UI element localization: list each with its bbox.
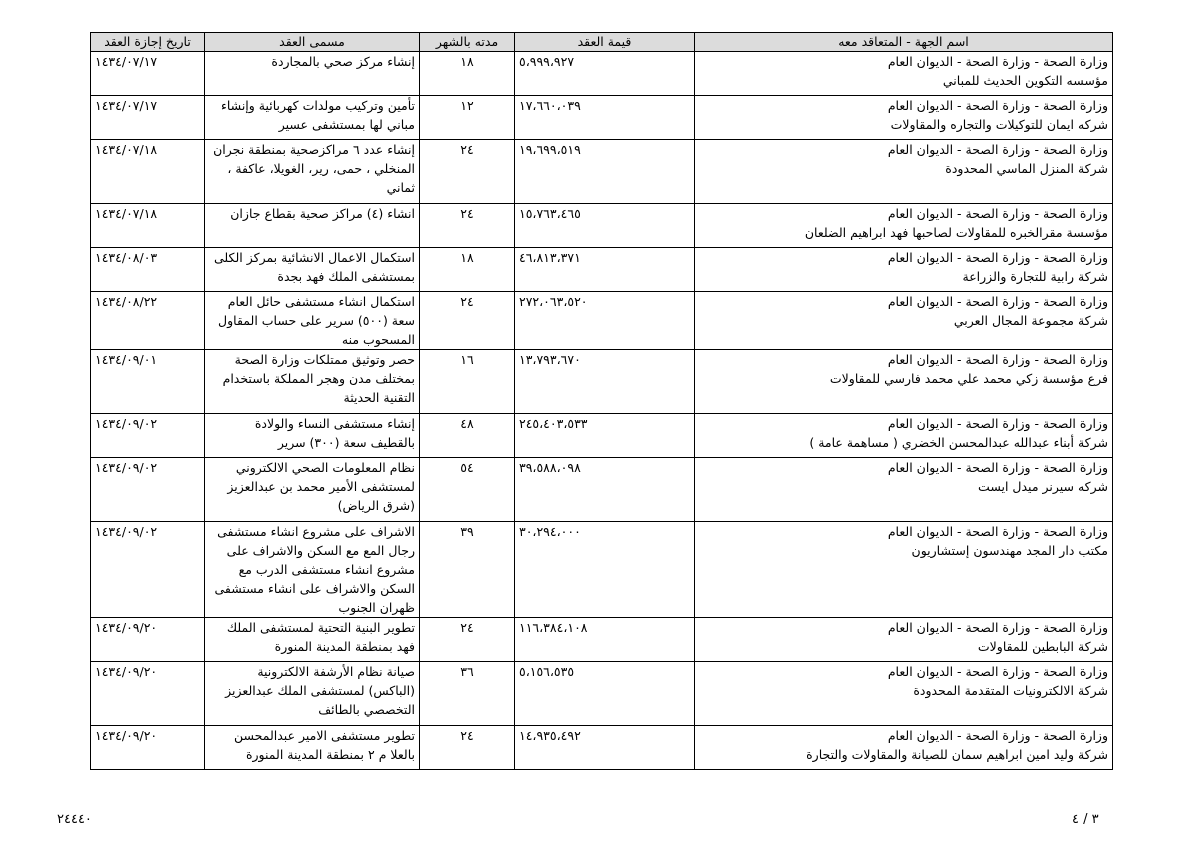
cell-entity: [695, 726, 1113, 770]
header-name: مسمى العقد: [205, 33, 420, 52]
contractor-name: شركه ايمان للتوكيلات والتجاره والمقاولات: [890, 117, 1108, 132]
approval-date: ١٤٣٤/٠٩/٠١: [91, 350, 205, 414]
table-row: [91, 140, 1113, 204]
contract-value: ٣٩،٥٨٨،٠٩٨: [515, 458, 695, 522]
contract-name: انشاء (٤) مراكز صحية بقطاع جازان: [205, 204, 420, 248]
approval-date: ١٤٣٤/٠٩/٠٢: [91, 522, 205, 618]
header-value: قيمة العقد: [515, 33, 695, 52]
duration-months: ٢٤: [420, 292, 515, 350]
authority-name: وزارة الصحة - وزارة الصحة - الديوان العام: [887, 294, 1108, 309]
table-row: [91, 248, 1113, 292]
cell-entity: [695, 204, 1113, 248]
duration-months: ١٨: [420, 52, 515, 96]
table-row: [91, 662, 1113, 726]
cell-entity: [695, 662, 1113, 726]
table-row: [91, 726, 1113, 770]
duration-months: ١٨: [420, 248, 515, 292]
contractor-name: شركة وليد امين ابراهيم سمان للصيانة والمقاولات والتجارة: [806, 747, 1108, 762]
duration-months: ٤٨: [420, 414, 515, 458]
contractor-name: شركه سيرنر ميدل ايست: [978, 479, 1108, 494]
authority-name: وزارة الصحة - وزارة الصحة - الديوان العام: [887, 250, 1108, 265]
cell-entity: [695, 458, 1113, 522]
contractor-name: شركة الالكترونيات المتقدمة المحدودة: [913, 683, 1108, 698]
duration-months: ٣٦: [420, 662, 515, 726]
duration-months: ١٢: [420, 96, 515, 140]
contractor-name: مؤسسه التكوين الحديث للمباني: [942, 73, 1108, 88]
table-row: [91, 458, 1113, 522]
contract-value: ١٥،٧٦٣،٤٦٥: [515, 204, 695, 248]
contract-value: ٢٧٢،٠٦٣،٥٢٠: [515, 292, 695, 350]
authority-name: وزارة الصحة - وزارة الصحة - الديوان العام: [887, 206, 1108, 221]
header-months: مدته بالشهر: [420, 33, 515, 52]
table-row: [91, 204, 1113, 248]
table-header-row: [91, 33, 1113, 52]
table-row: [91, 52, 1113, 96]
approval-date: ١٤٣٤/٠٨/٠٣: [91, 248, 205, 292]
authority-name: وزارة الصحة - وزارة الصحة - الديوان العام: [887, 352, 1108, 367]
contractor-name: مؤسسة مقرالخبره للمقاولات لصاحبها فهد ابراهيم الضلعان: [804, 225, 1108, 240]
duration-months: ٥٤: [420, 458, 515, 522]
authority-name: وزارة الصحة - وزارة الصحة - الديوان العام: [887, 142, 1108, 157]
contract-value: ١٣،٧٩٣،٦٧٠: [515, 350, 695, 414]
approval-date: ١٤٣٤/٠٧/١٨: [91, 140, 205, 204]
contract-value: ١٧،٦٦٠،٠٣٩: [515, 96, 695, 140]
duration-months: ١٦: [420, 350, 515, 414]
contractor-name: شركة رابية للتجارة والزراعة: [962, 269, 1108, 284]
authority-name: وزارة الصحة - وزارة الصحة - الديوان العام: [887, 416, 1108, 431]
contract-name: تأمين وتركيب مولدات كهربائية وإنشاء مباني لها بمستشفى عسير: [205, 96, 420, 140]
table-row: [91, 522, 1113, 618]
contractor-name: مكتب دار المجد مهندسون إستشاريون: [911, 543, 1108, 558]
approval-date: ١٤٣٤/٠٧/١٧: [91, 96, 205, 140]
contract-name: تطوير مستشفى الامير عبدالمحسن بالعلا م ٢ بمنطقة المدينة المنورة: [205, 726, 420, 770]
approval-date: ١٤٣٤/٠٩/٠٢: [91, 458, 205, 522]
approval-date: ١٤٣٤/٠٧/١٨: [91, 204, 205, 248]
cell-entity: [695, 618, 1113, 662]
table-row: [91, 618, 1113, 662]
cell-entity: [695, 52, 1113, 96]
contractor-name: شركة المنزل الماسي المحدودة: [945, 161, 1108, 176]
contract-value: ١١٦،٣٨٤،١٠٨: [515, 618, 695, 662]
header-date: تاريخ إجازة العقد: [91, 33, 205, 52]
table-row: [91, 414, 1113, 458]
approval-date: ١٤٣٤/٠٧/١٧: [91, 52, 205, 96]
contract-name: استكمال الاعمال الانشائية بمركز الكلى بمستشفى الملك فهد بجدة: [205, 248, 420, 292]
cell-entity: [695, 140, 1113, 204]
authority-name: وزارة الصحة - وزارة الصحة - الديوان العام: [887, 664, 1108, 679]
contract-name: إنشاء عدد ٦ مراكزصحية بمنطقة نجران المنخلي ، حمى، رير، الغويلا، عاكفة ، ثماني: [205, 140, 420, 204]
approval-date: ١٤٣٤/٠٩/٠٢: [91, 414, 205, 458]
contracts-table: [90, 32, 1113, 770]
document-code: ٢٤٤٤٠: [57, 812, 92, 827]
contract-name: حصر وتوثيق ممتلكات وزارة الصحة بمختلف مدن وهجر المملكة باستخدام التقنية الحديثة: [205, 350, 420, 414]
contract-name: تطوير البنية التحتية لمستشفى الملك فهد بمنطقة المدينة المنورة: [205, 618, 420, 662]
authority-name: وزارة الصحة - وزارة الصحة - الديوان العام: [887, 460, 1108, 475]
contract-value: ١٩،٦٩٩،٥١٩: [515, 140, 695, 204]
cell-entity: [695, 350, 1113, 414]
contractor-name: شركة مجموعة المجال العربي: [953, 313, 1108, 328]
contract-value: ١٤،٩٣٥،٤٩٢: [515, 726, 695, 770]
duration-months: ٣٩: [420, 522, 515, 618]
table-row: [91, 96, 1113, 140]
contract-value: ٢٤٥،٤٠٣،٥٣٣: [515, 414, 695, 458]
contract-name: استكمال انشاء مستشفى حائل العام سعة (٥٠٠) سرير على حساب المقاول المسحوب منه: [205, 292, 420, 350]
authority-name: وزارة الصحة - وزارة الصحة - الديوان العام: [887, 54, 1108, 69]
contractor-name: فرع مؤسسة زكي محمد علي محمد فارسي للمقاولات: [829, 371, 1108, 386]
contractor-name: شركة البابطين للمقاولات: [977, 639, 1108, 654]
approval-date: ١٤٣٤/٠٩/٢٠: [91, 662, 205, 726]
approval-date: ١٤٣٤/٠٩/٢٠: [91, 618, 205, 662]
table-row: [91, 292, 1113, 350]
duration-months: ٢٤: [420, 726, 515, 770]
contract-name: الاشراف على مشروع انشاء مستشفى رجال المع مع السكن والاشراف على مشروع انشاء مستشفى الدرب مع السكن والاشراف على انشاء مستشفى ظهران الجنوب: [205, 522, 420, 618]
authority-name: وزارة الصحة - وزارة الصحة - الديوان العام: [887, 524, 1108, 539]
contract-name: إنشاء مستشفى النساء والولادة بالقطيف سعة (٣٠٠) سرير: [205, 414, 420, 458]
cell-entity: [695, 292, 1113, 350]
cell-entity: [695, 414, 1113, 458]
contract-value: ٤٦،٨١٣،٣٧١: [515, 248, 695, 292]
contract-value: ٥،٩٩٩،٩٢٧: [515, 52, 695, 96]
approval-date: ١٤٣٤/٠٨/٢٢: [91, 292, 205, 350]
contract-name: إنشاء مركز صحي بالمجاردة: [205, 52, 420, 96]
contract-name: نظام المعلومات الصحي الالكتروني لمستشفى الأمير محمد بن عبدالعزيز (شرق الرياض): [205, 458, 420, 522]
contract-name: صيانة نظام الأرشفة الالكترونية (الباكس) لمستشفى الملك عبدالعزيز التخصصي بالطائف: [205, 662, 420, 726]
contractor-name: شركة أبناء عبدالله عبدالمحسن الخضري ( مساهمة عامة ): [809, 435, 1108, 450]
authority-name: وزارة الصحة - وزارة الصحة - الديوان العام: [887, 98, 1108, 113]
approval-date: ١٤٣٤/٠٩/٢٠: [91, 726, 205, 770]
table-row: [91, 350, 1113, 414]
contract-value: ٣٠،٢٩٤،٠٠٠: [515, 522, 695, 618]
header-entity: اسم الجهة - المتعاقد معه: [695, 33, 1113, 52]
cell-entity: [695, 522, 1113, 618]
page-number: ٣ / ٤: [1072, 812, 1099, 827]
cell-entity: [695, 248, 1113, 292]
authority-name: وزارة الصحة - وزارة الصحة - الديوان العام: [887, 620, 1108, 635]
cell-entity: [695, 96, 1113, 140]
authority-name: وزارة الصحة - وزارة الصحة - الديوان العام: [887, 728, 1108, 743]
contract-value: ٥،١٥٦،٥٣٥: [515, 662, 695, 726]
duration-months: ٢٤: [420, 140, 515, 204]
duration-months: ٢٤: [420, 204, 515, 248]
duration-months: ٢٤: [420, 618, 515, 662]
